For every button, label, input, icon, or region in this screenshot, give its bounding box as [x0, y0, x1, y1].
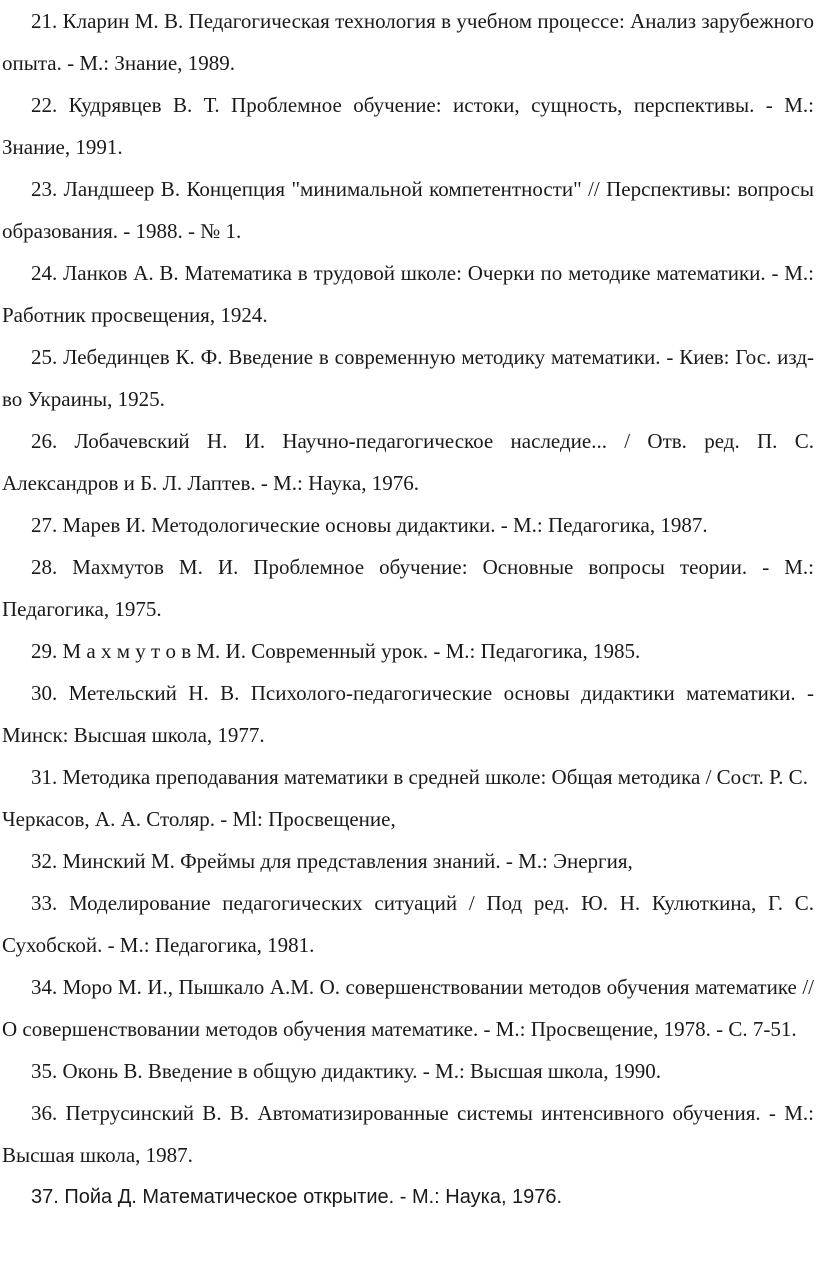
reference-item-25: 25. Лебединцев К. Ф. Введение в современную методику математики. - Киев: Гос. изд-во Украины, 1925. [2, 345, 814, 411]
reference-item-31: 31. Методика преподавания математики в средней школе: Общая методика / Сост. Р. С. Черкасов, А. А. Столяр. - Ml: Просвещение, [2, 765, 808, 831]
reference-item-37: 37. Пойа Д. Математическое открытие. - М.: Наука, 1976. [31, 1186, 563, 1208]
reference-item-23: 23. Ландшеер В. Концепция "минимальной компетентности" // Перспективы: вопросы образования. - 1988. - № 1. [2, 177, 814, 243]
reference-item-33: 33. Моделирование педагогических ситуаций / Под ред. Ю. Н. Кулюткина, Г. С. Сухобской. - М.: Педагогика, 1981. [2, 891, 814, 957]
reference-item-28: 28. Махмутов М. И. Проблемное обучение: Основные вопросы теории. - М.: Педагогика, 1975. [2, 555, 814, 621]
reference-item-36: 36. Петрусинский В. В. Автоматизированные системы интенсивного обучения. - М.: Высшая школа, 1987. [2, 1101, 814, 1167]
reference-item-32: 32. Минский М. Фреймы для представления знаний. - М.: Энергия, [31, 849, 633, 873]
reference-list [2, 0, 814, 1218]
reference-item-24: 24. Ланков А. В. Математика в трудовой школе: Очерки по методике математики. - М.: Работник просвещения, 1924. [2, 261, 814, 327]
reference-item-30: 30. Метельский Н. В. Психолого-педагогические основы дидактики математики. - Минск: Высшая школа, 1977. [2, 681, 814, 747]
reference-item-22: 22. Кудрявцев В. Т. Проблемное обучение: истоки, сущность, перспективы. - М.: Знание, 1991. [2, 93, 814, 159]
reference-item-27: 27. Марев И. Методологические основы дидактики. - М.: Педагогика, 1987. [31, 513, 708, 537]
reference-item-29: 29. М а х м у т о в М. И. Современный урок. - М.: Педагогика, 1985. [31, 639, 641, 663]
reference-item-35: 35. Оконь В. Введение в общую дидактику. - М.: Высшая школа, 1990. [31, 1059, 661, 1083]
reference-item-21: 21. Кларин М. В. Педагогическая технология в учебном процессе: Анализ зарубежного опыта. - М.: Знание, 1989. [2, 9, 814, 75]
reference-item-26: 26. Лобачевский Н. И. Научно-педагогическое наследие... / Отв. ред. П. С. Александров и Б. Л. Лаптев. - М.: Наука, 1976. [2, 429, 814, 495]
reference-item-34: 34. Моро М. И., Пышкало А.М. О. совершенствовании методов обучения математике // О совершенствовании методов обучения математике. - М.: Просвещение, 1978. - С. 7-51. [2, 975, 814, 1041]
